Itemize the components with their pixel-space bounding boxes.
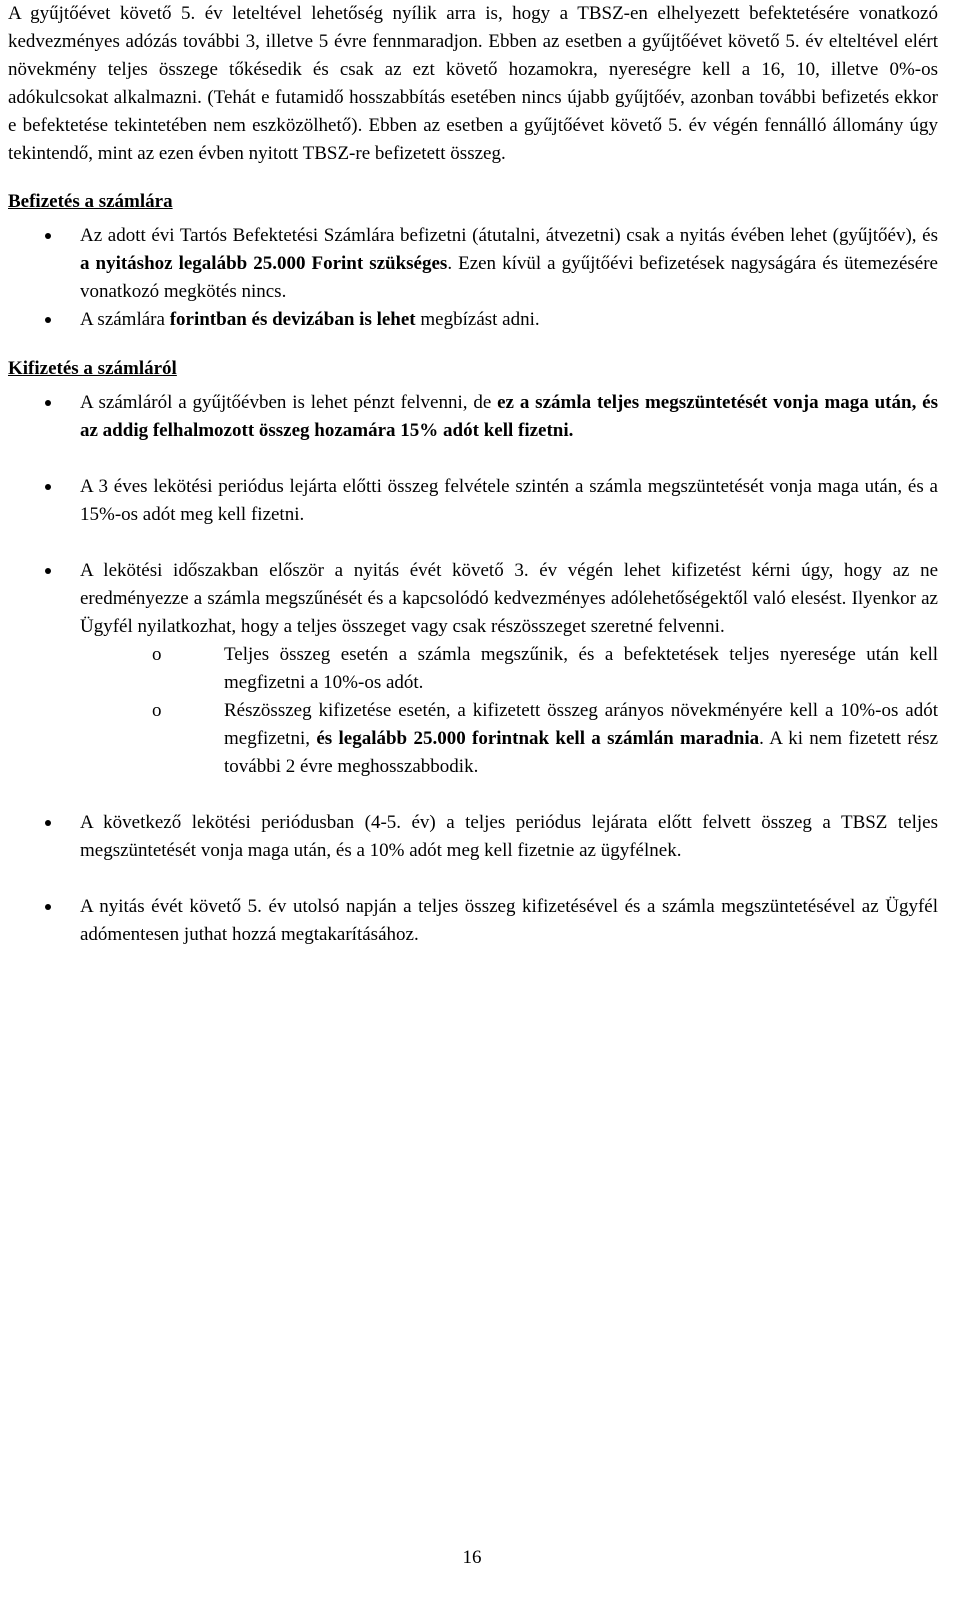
sub-list-item-text: . A ki nem fizetett rész további 2 évre meghosszabbodik. bbox=[224, 728, 939, 777]
sub-list bbox=[80, 641, 938, 781]
list-item-bold-text: forintban és devizában is lehet bbox=[169, 309, 416, 330]
list-item bbox=[8, 473, 938, 529]
bullet-icon bbox=[45, 568, 51, 574]
list-item-bold-text: ez a számla teljes megszüntetését vonja maga után, és az addig felhalmozott összeg hozamára 15% adót kell fizetni. bbox=[80, 392, 938, 441]
bullet-icon bbox=[45, 904, 51, 910]
page-number: 16 bbox=[462, 1547, 482, 1568]
list-item-text: . Ezen kívül a gyűjtőévi befizetések nagyságára és ütemezésére vonatkozó megkötés nincs. bbox=[80, 253, 938, 302]
sub-list-item-text: Teljes összeg esetén a számla megszűnik, és a befektetések teljes nyeresége után kell megfizetni a 10%-os adót. bbox=[224, 644, 938, 693]
list-item bbox=[8, 809, 938, 865]
document-page bbox=[8, 0, 938, 949]
bullet-icon bbox=[45, 317, 51, 323]
sub-list-item-text: Részösszeg kifizetése esetén, a kifizetett összeg arányos növekményére kell a 10%-os adót megfizetni, bbox=[224, 700, 938, 749]
intro-paragraph: A gyűjtőévet követő 5. év leteltével lehetőség nyílik arra is, hogy a TBSZ-en elhelyezett befektetésére vonatkozó kedvezményes adózás további 3, illetve 5 évre fennmaradjon. Ebben az esetben a gyűjtőévet követő 5. év elteltével elért növekmény teljes összege tőkésedik és csak az ezt követő hozamokra, nyereségre kell a 16, 10, illetve 0%-os adókulcsokat alkalmazni. (Tehát e futamidő hosszabbítás esetében nincs újabb gyűjtőév, azonban további befizetés ekkor e befektetése tekintetében nem eszközölhető). Ebben az esetben a gyűjtőévet követő 5. év végén fennálló állomány úgy tekintendő, mint az ezen évben nyitott TBSZ-re befizetett összeg. bbox=[8, 3, 938, 164]
befizetes-list bbox=[8, 222, 938, 334]
list-item bbox=[8, 306, 938, 334]
section-heading-kifizetes: Kifizetés a számláról bbox=[8, 358, 177, 379]
list-item-text: megbízást adni. bbox=[415, 309, 540, 330]
sub-list-item-bold-text: és legalább 25.000 forintnak kell a számlán maradnia bbox=[316, 728, 760, 749]
list-item-text: A következő lekötési periódusban (4-5. év) a teljes periódus lejárata előtt felvett összeg a TBSZ teljes megszüntetését vonja maga után, és a 10% adót meg kell fizetnie az ügyfélnek. bbox=[80, 812, 938, 861]
circle-bullet-icon: o bbox=[152, 700, 162, 721]
bullet-icon bbox=[45, 820, 51, 826]
list-item-text: A számláról a gyűjtőévben is lehet pénzt felvenni, de bbox=[80, 392, 498, 413]
circle-bullet-icon: o bbox=[152, 644, 162, 665]
list-item-bold-text: a nyitáshoz legalább 25.000 Forint szükséges bbox=[80, 253, 448, 274]
section-heading-befizetes: Befizetés a számlára bbox=[8, 191, 173, 212]
list-item-text: A 3 éves lekötési periódus lejárta előtti összeg felvétele szintén a számla megszüntetését vonja maga után, és a 15%-os adót meg kell fizetni. bbox=[80, 476, 938, 525]
bullet-icon bbox=[45, 400, 51, 406]
sub-list-item bbox=[152, 641, 938, 697]
list-item bbox=[8, 222, 938, 306]
list-item-text: Az adott évi Tartós Befektetési Számlára befizetni (átutalni, átvezetni) csak a nyitás évében lehet (gyűjtőév), és bbox=[80, 225, 938, 246]
list-item-text: A nyitás évét követő 5. év utolsó napján a teljes összeg kifizetésével és a számla megszüntetésével az Ügyfél adómentesen juthat hozzá megtakarításához. bbox=[80, 896, 938, 945]
kifizetes-list bbox=[8, 389, 938, 949]
list-item bbox=[8, 893, 938, 949]
list-item bbox=[8, 557, 938, 781]
list-item bbox=[8, 389, 938, 445]
bullet-icon bbox=[45, 484, 51, 490]
list-item-text: A lekötési időszakban először a nyitás évét követő 3. év végén lehet kifizetést kérni úgy, hogy az ne eredményezze a számla megszűnését és a kapcsolódó kedvezményes adólehetőségektől való elesést. Ilyenkor az Ügyfél nyilatkozhat, hogy a teljes összeget vagy csak részösszeget szeretné felvenni. bbox=[80, 560, 938, 637]
bullet-icon bbox=[45, 233, 51, 239]
list-item-text: A számlára bbox=[80, 309, 170, 330]
sub-list-item bbox=[152, 697, 938, 781]
